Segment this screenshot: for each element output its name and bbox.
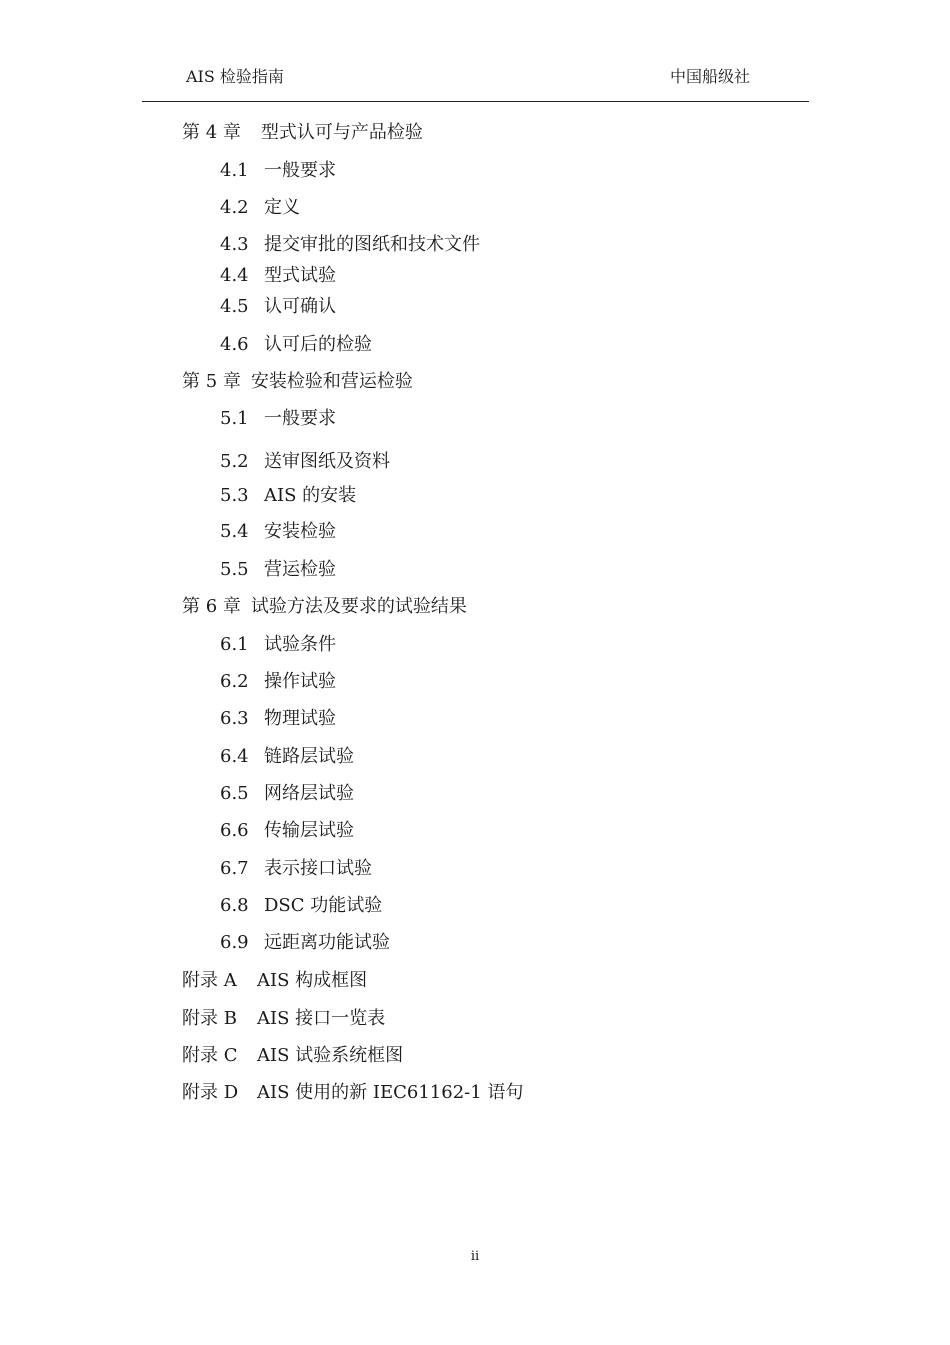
toc-title: AIS 使用的新 IEC61162-1 语句	[257, 1082, 524, 1103]
toc-number: 附录 C	[182, 1045, 238, 1066]
toc-number: 6.7	[220, 858, 249, 879]
toc-number: 6.9	[220, 932, 249, 953]
toc-section-4-6	[220, 332, 372, 358]
toc-section-6-4	[220, 744, 354, 770]
toc-section-4-3	[220, 232, 480, 258]
toc-title: 网络层试验	[264, 783, 354, 804]
toc-section-6-2	[220, 669, 336, 695]
toc-title: 链路层试验	[264, 746, 354, 767]
toc-section-6-6	[220, 818, 354, 844]
toc-number: 5.1	[220, 408, 249, 429]
toc-title: 安装检验和营运检验	[250, 371, 413, 392]
toc-appendix-c	[182, 1043, 403, 1069]
toc-section-5-4	[220, 519, 336, 545]
toc-number: 4.4	[220, 265, 249, 286]
toc-title: 营运检验	[264, 559, 336, 580]
toc-section-5-1	[220, 406, 336, 432]
toc-section-6-3	[220, 706, 336, 732]
toc-number: 附录 D	[182, 1082, 239, 1103]
toc-section-5-5	[220, 557, 336, 583]
toc-section-4-4	[220, 263, 336, 289]
toc-section-6-7	[220, 856, 372, 882]
toc-number: 第 4 章	[182, 122, 241, 143]
toc-number: 6.4	[220, 746, 249, 767]
toc-title: AIS 试验系统框图	[257, 1045, 404, 1066]
toc-number: 6.2	[220, 671, 249, 692]
toc-number: 6.6	[220, 820, 249, 841]
header-rule	[142, 101, 809, 102]
toc-title: AIS 接口一览表	[257, 1008, 386, 1029]
toc-section-5-2	[220, 449, 390, 475]
toc-chapter-5	[182, 369, 413, 395]
toc-title: DSC 功能试验	[264, 895, 383, 916]
toc-title: 试验方法及要求的试验结果	[250, 596, 467, 617]
toc-number: 4.3	[220, 234, 249, 255]
toc-section-4-5	[220, 294, 336, 320]
toc-title: 认可后的检验	[264, 334, 372, 355]
toc-number: 5.3	[220, 485, 249, 506]
toc-section-4-1	[220, 158, 336, 184]
toc-section-6-9	[220, 930, 390, 956]
toc-number: 4.6	[220, 334, 249, 355]
toc-title: 传输层试验	[264, 820, 354, 841]
toc-title: 安装检验	[264, 521, 336, 542]
toc-section-6-1	[220, 632, 336, 658]
toc-number: 第 6 章	[182, 596, 241, 617]
toc-number: 第 5 章	[182, 371, 241, 392]
toc-appendix-d	[182, 1080, 523, 1106]
page-number: ii	[470, 1249, 480, 1264]
toc-number: 6.5	[220, 783, 249, 804]
toc-title: 操作试验	[264, 671, 336, 692]
toc-chapter-6	[182, 594, 467, 620]
toc-title: 远距离功能试验	[264, 932, 390, 953]
toc-number: 5.2	[220, 451, 249, 472]
toc-number: 4.1	[220, 160, 249, 181]
toc-number: 6.1	[220, 634, 249, 655]
toc-number: 5.5	[220, 559, 249, 580]
toc-title: 定义	[264, 197, 300, 218]
toc-title: AIS 的安装	[264, 485, 357, 506]
toc-title: 表示接口试验	[264, 858, 372, 879]
toc-title: 认可确认	[264, 296, 336, 317]
toc-appendix-b	[182, 1006, 385, 1032]
toc-number: 5.4	[220, 521, 249, 542]
toc-chapter-4	[182, 120, 423, 146]
toc-title: 送审图纸及资料	[264, 451, 390, 472]
toc-title: 一般要求	[264, 408, 336, 429]
toc-title: 试验条件	[264, 634, 336, 655]
toc-number: 4.2	[220, 197, 249, 218]
toc-number: 附录 B	[182, 1008, 237, 1029]
toc-number: 4.5	[220, 296, 249, 317]
toc-number: 6.8	[220, 895, 249, 916]
page-header-organization: 中国船级社	[670, 67, 751, 86]
toc-section-6-8	[220, 893, 382, 919]
toc-number: 6.3	[220, 708, 249, 729]
toc-section-4-2	[220, 195, 300, 221]
toc-section-5-3	[220, 483, 356, 509]
toc-title: 物理试验	[264, 708, 336, 729]
toc-number: 附录 A	[182, 970, 237, 991]
page-header-title: AIS 检验指南	[186, 67, 284, 86]
toc-section-6-5	[220, 781, 354, 807]
toc-title: 提交审批的图纸和技术文件	[264, 234, 480, 255]
toc-title: 一般要求	[264, 160, 336, 181]
toc-title: 型式试验	[264, 265, 336, 286]
toc-title: 型式认可与产品检验	[260, 122, 423, 143]
toc-title: AIS 构成框图	[257, 970, 368, 991]
toc-appendix-a	[182, 968, 367, 994]
